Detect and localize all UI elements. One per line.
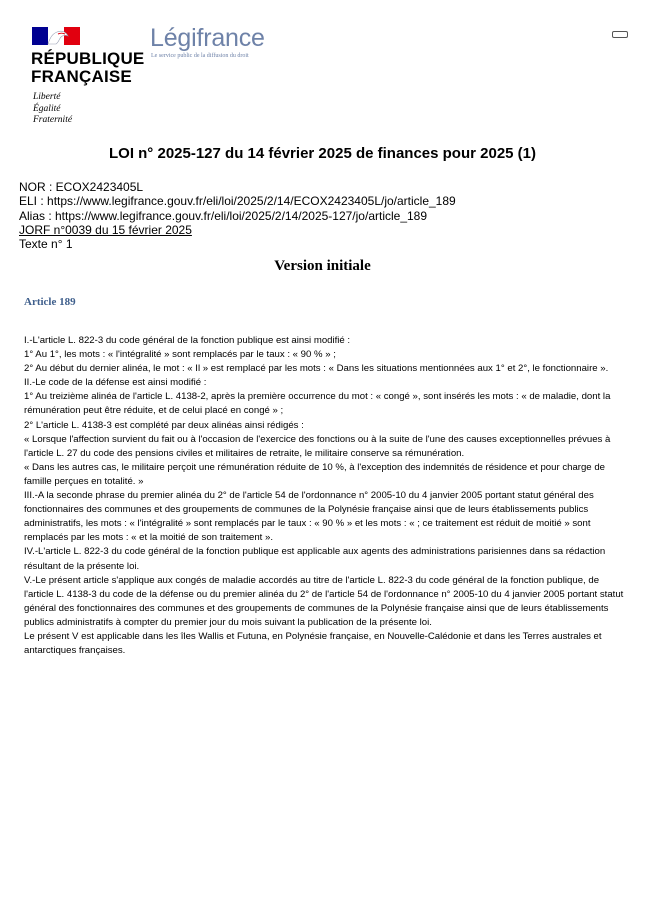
article-paragraph: Le présent V est applicable dans les îles Wallis et Futuna, en Polynésie française, en Nouvelle-Calédonie et dans les Terres australes et antarctiques françaises. <box>24 630 602 657</box>
version-heading: Version initiale <box>274 258 371 274</box>
article-paragraph: « Dans les autres cas, le militaire perçoit une rémunération réduite de 10 %, à l'exception des indemnités de résidence et pour charge de famille perçues en totalité. » <box>24 461 605 487</box>
hamburger-menu-icon[interactable] <box>612 31 628 38</box>
legifrance-tagline: Le service public de la diffusion du droit <box>151 53 249 59</box>
eli-link[interactable]: ELI : https://www.legifrance.gouv.fr/eli/loi/2025/2/14/ECOX2423405L/jo/article_189 <box>19 194 456 209</box>
jorf-link[interactable]: JORF n°0039 du 15 février 2025 <box>19 222 192 237</box>
republic-line-2: FRANÇAISE <box>31 67 132 86</box>
article-paragraph: IV.-L'article L. 822-3 du code général de la fonction publique est applicable aux agents des administrations parisiennes dans sa rédaction résultant de la présente loi. <box>24 546 606 572</box>
article-paragraph: « Lorsque l'affection survient du fait ou à l'occasion de l'exercice des fonctions ou à la suite de l'une des causes exceptionnelles prévues à l'article L. 27 du code des pensions civiles et militaires de retraite, le militaire conserve sa rémunération. <box>24 433 611 459</box>
article-paragraph: 1° Au 1°, les mots : « l'intégralité » sont remplacés par le taux : « 90 % » ; <box>24 349 336 361</box>
marianne-profile-icon <box>40 28 70 45</box>
marianne-logo <box>32 27 80 45</box>
article-paragraph: 2° Au début du dernier alinéa, le mot : « Il » est remplacé par les mots : « Dans les situations mentionnées aux 1° et 2°, le fonctionnaire ». <box>24 363 609 375</box>
nor-reference: NOR : ECOX2423405L <box>19 180 144 194</box>
article-paragraph: III.-A la seconde phrase du premier alinéa du 2° de l'article 54 de l'ordonnance n° 2005-10 du 4 janvier 2005 portant statut général des fonctionnaires des communes et des groupements de communes de la Polynésie française ainsi que de leurs établissements publics administratifs, les mots : « l'intégralité » sont remplacés par le taux : « 90 % » et les mots : « ; ce traitement est réduit de moitié » sont remplacés par les mots : « et la moitié de son traitement ». <box>24 490 594 544</box>
article-title: Article 189 <box>24 296 76 308</box>
alias-link[interactable]: Alias : https://www.legifrance.gouv.fr/eli/loi/2025/2/14/2025-127/jo/article_189 <box>19 208 428 223</box>
article-paragraph: V.-Le présent article s'applique aux congés de maladie accordés au titre de l'article L. 822-3 du code général de la fonction publique, de l'article L. 4138-3 du code de la défense ou du premier alinéa du 2° de l'article 54 de l'ordonnance n° 2005-10 du 4 janvier 2005 portant statut général des fonctionnaires des communes et des groupements de communes de la Polynésie française ainsi que de leurs établissements publics administratifs à compter du premier jour du mois suivant la publication de la présente loi. <box>24 574 624 628</box>
motto-liberte: Liberté <box>33 92 61 102</box>
republic-line-1: RÉPUBLIQUE <box>31 49 145 68</box>
motto-fraternite: Fraternité <box>33 115 73 125</box>
motto-egalite: Égalité <box>33 103 61 114</box>
site-header <box>0 0 645 135</box>
article-paragraph: I.-L'article L. 822-3 du code général de la fonction publique est ainsi modifié : <box>24 335 351 346</box>
republique-francaise-label <box>31 50 144 86</box>
document-title: LOI n° 2025-127 du 14 février 2025 de finances pour 2025 (1) <box>108 145 537 162</box>
republic-motto <box>33 92 72 127</box>
texte-number: Texte n° 1 <box>19 237 73 252</box>
article-paragraph: 2° L'article L. 4138-3 est complété par deux alinéas ainsi rédigés : <box>24 419 304 431</box>
article-paragraph: 1° Au treizième alinéa de l'article L. 4138-2, après la première occurrence du mot : « congé », sont insérés les mots : « de maladie, dont la rémunération peut être réduite, et de celui placé en congé » ; <box>24 391 611 417</box>
article-body <box>24 334 624 658</box>
document-metadata <box>19 180 456 251</box>
article-paragraph: II.-Le code de la défense est ainsi modifié : <box>24 377 207 389</box>
legifrance-logo-text[interactable]: Légifrance <box>150 24 265 52</box>
